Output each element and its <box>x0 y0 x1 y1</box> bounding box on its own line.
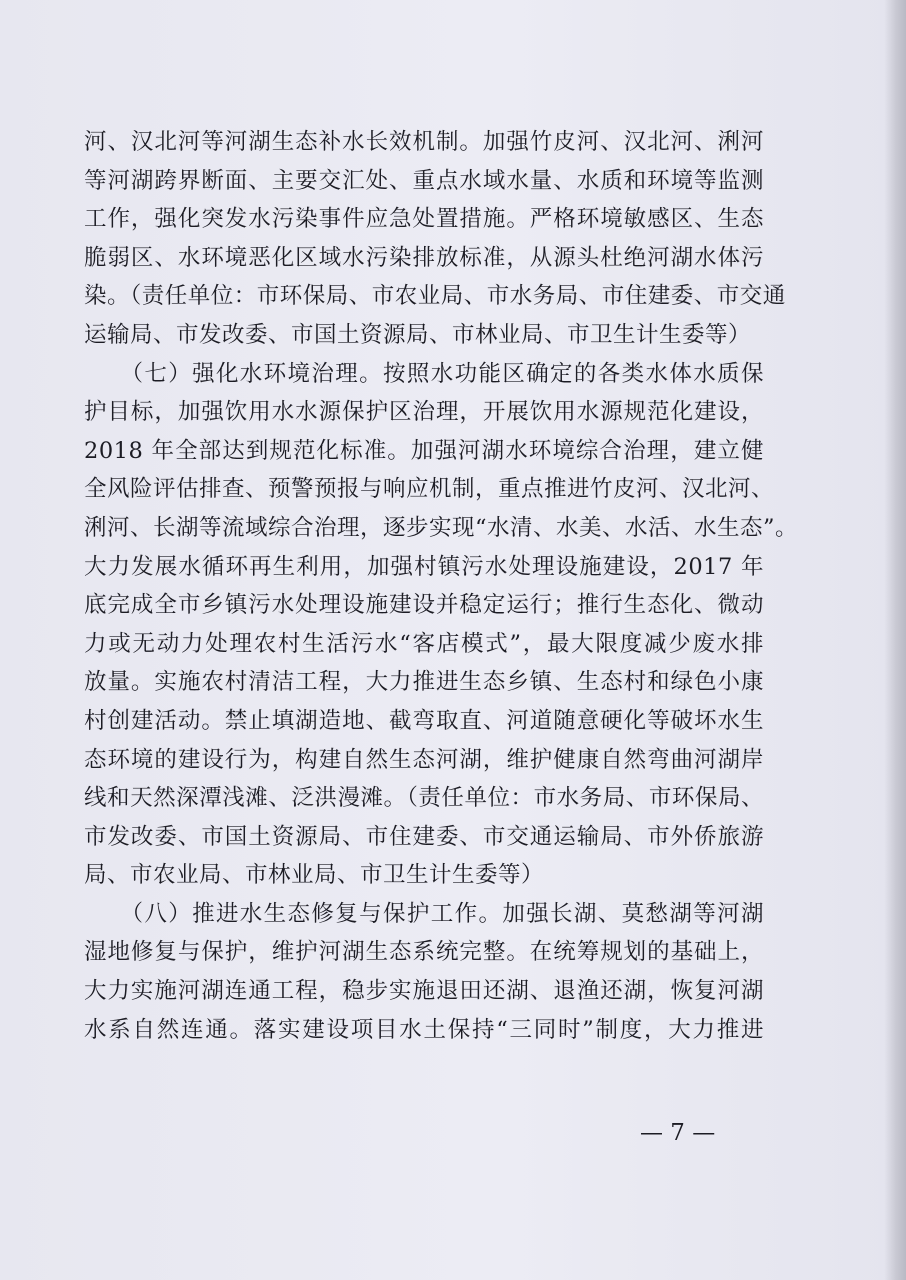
text-line: 大力发展水循环再生利用，加强村镇污水处理设施建设，2017 年 <box>84 553 764 580</box>
text-line: 线和天然深潭浅滩、泛洪漫滩。（责任单位：市水务局、市环保局、 <box>84 785 764 812</box>
text-line: 水系自然连通。落实建设项目水土保持“三同时”制度，大力推进 <box>84 1016 764 1043</box>
text-line: 护目标，加强饮用水水源保护区治理，开展饮用水源规范化建设， <box>84 399 764 426</box>
section-heading-line: （七）强化水环境治理。按照水功能区确定的各类水体水质保 <box>84 360 764 387</box>
body-text <box>84 123 799 1049</box>
page-number: — 7 — <box>640 1120 716 1146</box>
text-line: 市发改委、市国土资源局、市住建委、市交通运输局、市外侨旅游 <box>84 823 764 850</box>
text-line: 染。（责任单位：市环保局、市农业局、市水务局、市住建委、市交通 <box>84 283 786 310</box>
section-heading-line: （八）推进水生态修复与保护工作。加强长湖、莫愁湖等河湖 <box>84 900 764 927</box>
text-line: 运输局、市发改委、市国土资源局、市林业局、市卫生计生委等） <box>84 321 752 348</box>
text-line: 工作，强化突发水污染事件应急处置措施。严格环境敏感区、生态 <box>84 206 764 233</box>
text-line: 等河湖跨界断面、主要交汇处、重点水域水量、水质和环境等监测 <box>84 167 764 194</box>
text-line: 底完成全市乡镇污水处理设施建设并稳定运行；推行生态化、微动 <box>84 592 764 619</box>
text-line: 力或无动力处理农村生活污水“客店模式”，最大限度减少废水排 <box>84 630 764 657</box>
text-line: 浰河、长湖等流域综合治理，逐步实现“水清、水美、水活、水生态”。 <box>84 514 799 541</box>
text-line: 局、市农业局、市林业局、市卫生计生委等） <box>84 862 545 889</box>
text-line: 村创建活动。禁止填湖造地、截弯取直、河道随意硬化等破坏水生 <box>84 707 764 734</box>
text-line: 河、汉北河等河湖生态补水长效机制。加强竹皮河、汉北河、浰河 <box>84 129 764 155</box>
text-line: 湿地修复与保护，维护河湖生态系统完整。在统筹规划的基础上， <box>84 939 764 966</box>
text-line: 大力实施河湖连通工程，稳步实施退田还湖、退渔还湖，恢复河湖 <box>84 978 764 1005</box>
text-line: 态环境的建设行为，构建自然生态河湖，维护健康自然弯曲河湖岸 <box>84 746 764 773</box>
text-line: 脆弱区、水环境恶化区域水污染排放标准，从源头杜绝河湖水体污 <box>84 244 764 271</box>
scan-edge-shadow <box>884 0 906 1280</box>
text-line: 全风险评估排查、预警预报与响应机制，重点推进竹皮河、汉北河、 <box>84 476 775 503</box>
text-line: 2018 年全部达到规范化标准。加强河湖水环境综合治理，建立健 <box>84 437 764 464</box>
text-line: 放量。实施农村清洁工程，大力推进生态乡镇、生态村和绿色小康 <box>84 669 764 696</box>
